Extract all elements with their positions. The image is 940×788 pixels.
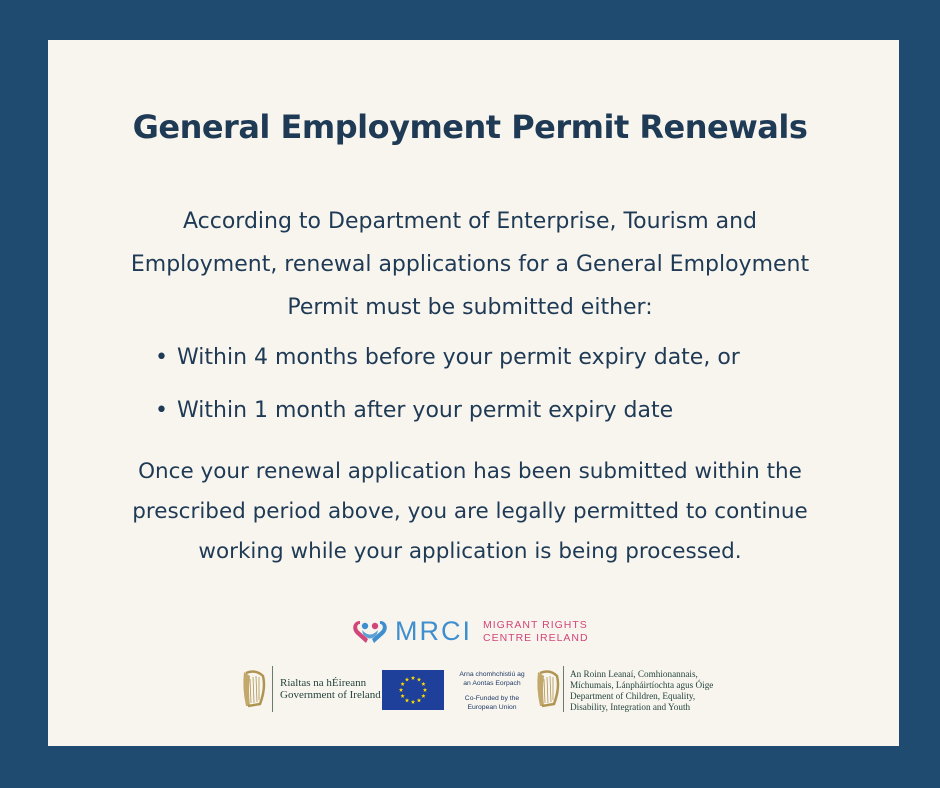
- gov-ireland-text: [280, 677, 381, 701]
- eu-line: European Union: [467, 703, 517, 711]
- dept-line: An Roinn Leanaí, Comhionannais,: [570, 669, 698, 679]
- eu-line: an Aontas Eorpach: [463, 679, 521, 687]
- gov-line: Rialtas na hÉireann: [280, 677, 367, 689]
- gov-line: Government of Ireland: [280, 689, 381, 701]
- divider: [563, 666, 564, 712]
- bullet-icon: •: [155, 345, 168, 370]
- list-item: [155, 389, 740, 442]
- mrci-heart-icon: [350, 617, 390, 647]
- intro-paragraph: According to Department of Enterprise, Tourism and Employment, renewal applications for a General Employment Permit must be submitted either:: [130, 209, 810, 320]
- eu-funding-text: [450, 671, 534, 712]
- bullet-icon: •: [155, 398, 168, 423]
- department-text: [570, 669, 730, 713]
- eu-line: Co-Funded by the: [464, 695, 520, 702]
- mrci-name: MRCI: [395, 616, 472, 646]
- bullet-text: Within 1 month after your permit expiry date: [177, 398, 674, 423]
- mrci-subtitle-line: MIGRANT RIGHTS: [483, 619, 588, 631]
- mrci-subtitle-line: CENTRE IRELAND: [483, 632, 589, 644]
- harp-icon: [532, 668, 562, 710]
- harp-icon: [238, 668, 268, 710]
- dept-line: Disability, Integration and Youth: [570, 702, 691, 712]
- bullet-list: [155, 336, 740, 442]
- mrci-subtitle: [483, 619, 589, 645]
- bullet-text: Within 4 months before your permit expiry date, or: [177, 345, 740, 370]
- eu-flag-icon: [382, 670, 444, 710]
- mrci-logo: [350, 614, 590, 648]
- eu-line: Arna chomhchistiú ag: [459, 671, 525, 678]
- dept-line: Míchumais, Lánpháirtíochta agus Óige: [570, 680, 714, 690]
- dept-line: Department of Children, Equality,: [570, 691, 696, 701]
- page-title: General Employment Permit Renewals: [132, 108, 808, 146]
- list-item: [155, 336, 740, 389]
- divider: [272, 666, 273, 712]
- outro-paragraph: Once your renewal application has been submitted within the prescribed period above, you are legally permitted to continue working while your application is being processed.: [132, 459, 808, 564]
